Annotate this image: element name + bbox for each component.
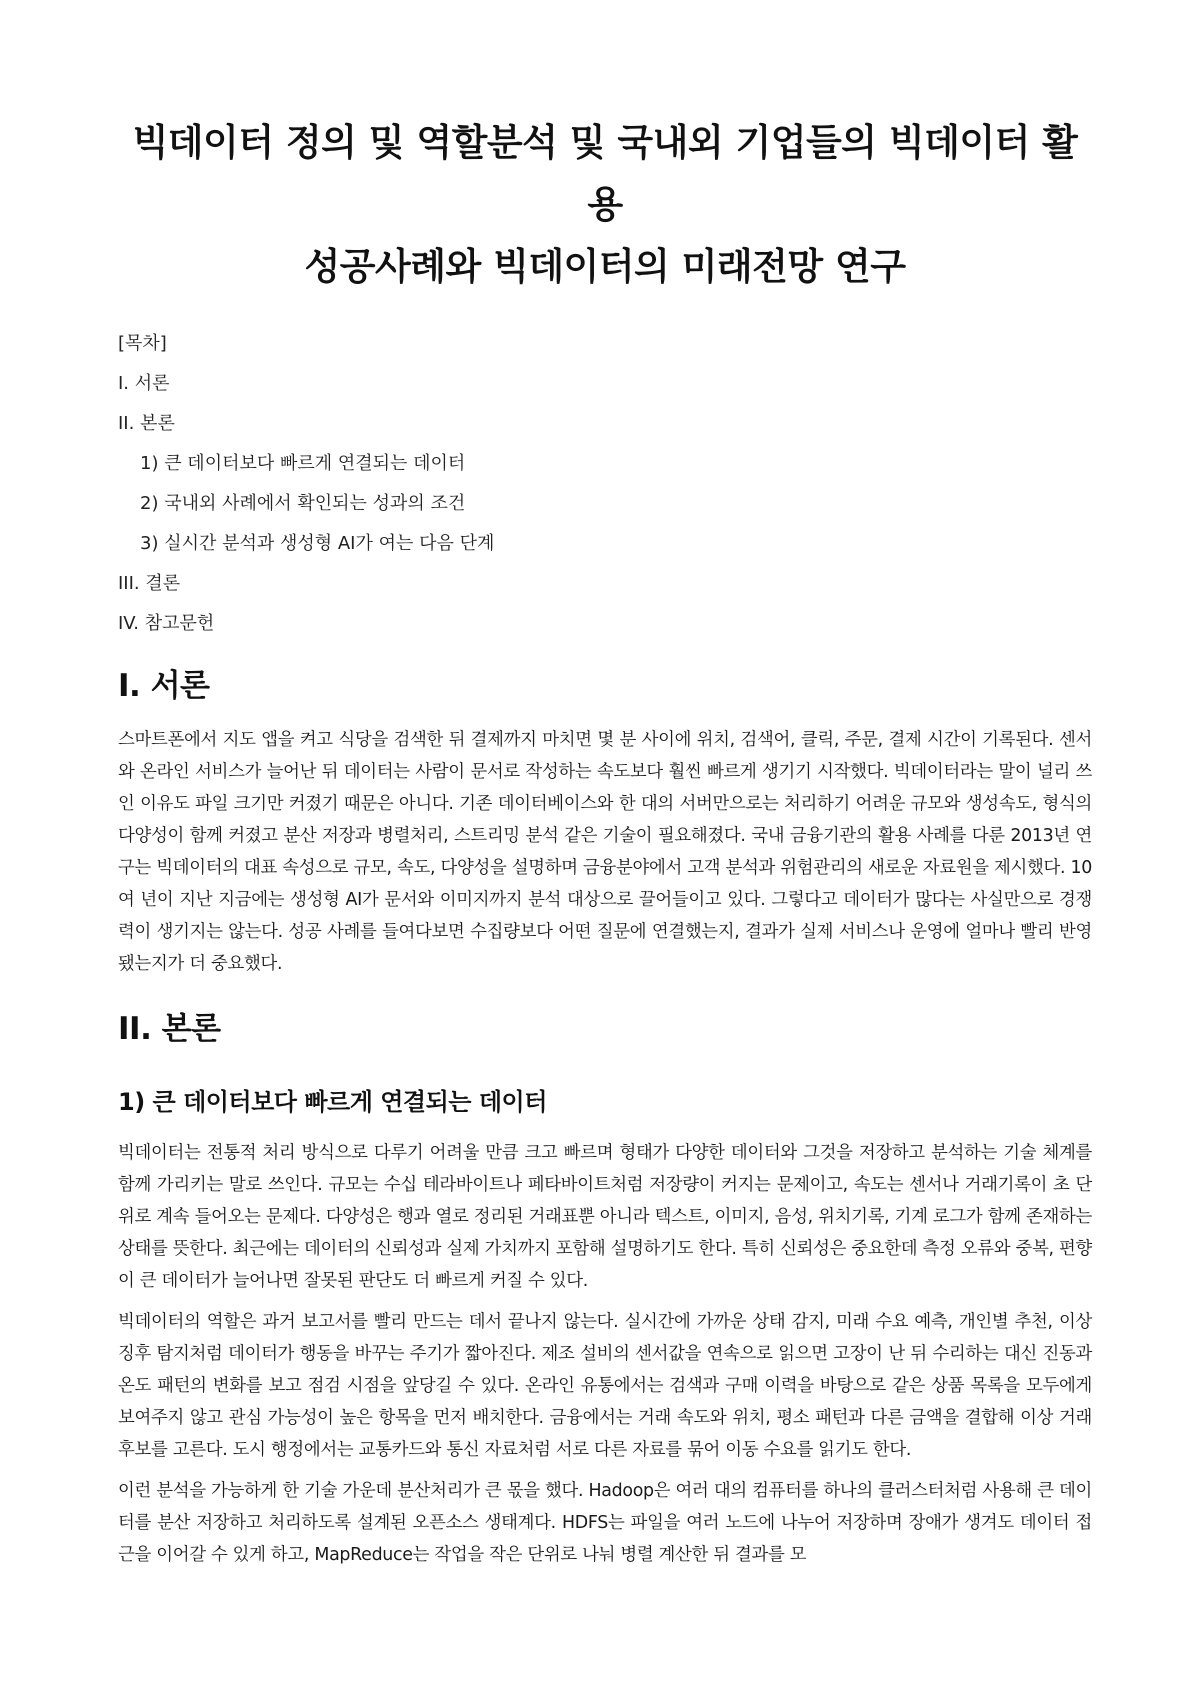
section-spacer: [118, 989, 1092, 1009]
toc-label: [목차]: [118, 333, 167, 354]
toc-item-subsection-2: 2) 국내외 사례에서 확인되는 성과의 조건: [140, 493, 466, 514]
toc-item-subsection-3: 3) 실시간 분석과 생성형 AI가 여는 다음 단계: [140, 533, 495, 554]
toc-item-main-body: II. 본론: [118, 413, 175, 434]
introduction-paragraph: 스마트폰에서 지도 앱을 켜고 식당을 검색한 뒤 결제까지 마치면 몇 분 사이에 위치, 검색어, 클릭, 주문, 결제 시간이 기록된다. 센서와 온라인 서비스가 늘어난 뒤 데이터는 사람이 문서로 작성하는 속도보다 훨씬 빠르게 생기기 시작했다. 빅데이터라는 말이 널리 쓰인 이유도 파일 크기만 커졌기 때문은 아니다. 기존 데이터베이스와 한 대의 서버만으로는 처리하기 어려운 규모와 생성속도, 형식의 다양성이 함께 커졌고 분산 저장과 병렬처리, 스트리밍 분석 같은 기술이 필요해졌다. 국내 금융기관의 활용 사례를 다룬 2013년 연구는 빅데이터의 대표 속성으로 규모, 속도, 다양성을 설명하며 금융분야에서 고객 분석과 위험관리의 새로운 자료원을 제시했다. 10여 년이 지난 지금에는 생성형 AI가 문서와 이미지까지 분석 대상으로 끌어들이고 있다. 그렇다고 데이터가 많다는 사실만으로 경쟁력이 생기지는 않는다. 성공 사례를 들여다보면 수집량보다 어떤 질문에 연결했는지, 결과가 실제 서비스나 운영에 얼마나 빨리 반영됐는지가 더 중요했다.: [118, 730, 1092, 974]
table-of-contents: [118, 332, 1092, 636]
subsection-1-paragraph-3: 이런 분석을 가능하게 한 기술 가운데 분산처리가 큰 몫을 했다. Hadoop은 여러 대의 컴퓨터를 하나의 클러스터처럼 사용해 큰 데이터를 분산 저장하고 처리하도록 설계된 오픈소스 생태계다. HDFS는 파일을 여러 노드에 나누어 저장하며 장애가 생겨도 데이터 접근을 이어갈 수 있게 하고, MapReduce는 작업을 작은 단위로 나눠 병렬 계산한 뒤 결과를 모: [118, 1481, 1092, 1565]
subsection-1-paragraph-1: 빅데이터는 전통적 처리 방식으로 다루기 어려울 만큼 크고 빠르며 형태가 다양한 데이터와 그것을 저장하고 분석하는 기술 체계를 함께 가리키는 말로 쓰인다. 규모는 수십 테라바이트나 페타바이트처럼 저장량이 커지는 문제이고, 속도는 센서나 거래기록이 초 단위로 계속 들어오는 문제다. 다양성은 행과 열로 정리된 거래표뿐 아니라 텍스트, 이미지, 음성, 위치기록, 기계 로그가 함께 존재하는 상태를 뜻한다. 최근에는 데이터의 신뢰성과 실제 가치까지 포함해 설명하기도 한다. 특히 신뢰성은 중요한데 측정 오류와 중복, 편향이 큰 데이터가 늘어나면 잘못된 판단도 더 빠르게 커질 수 있다.: [118, 1143, 1092, 1291]
section-heading-introduction: I. 서론: [118, 668, 210, 704]
subsection-spacer: [118, 1067, 1092, 1085]
document-title: [118, 112, 1092, 298]
document-title-line-1: 빅데이터 정의 및 역할분석 및 국내외 기업들의 빅데이터 활용: [132, 121, 1078, 226]
section-heading-main-body: II. 본론: [118, 1011, 221, 1047]
toc-item-introduction: I. 서론: [118, 373, 170, 394]
subsection-heading-1: 1) 큰 데이터보다 빠르게 연결되는 데이터: [118, 1088, 547, 1116]
toc-item-references: IV. 참고문헌: [118, 613, 215, 634]
toc-item-subsection-1: 1) 큰 데이터보다 빠르게 연결되는 데이터: [140, 453, 466, 474]
toc-item-conclusion: III. 결론: [118, 573, 181, 594]
document-title-line-2: 성공사례와 빅데이터의 미래전망 연구: [304, 245, 906, 288]
subsection-1-paragraph-2: 빅데이터의 역할은 과거 보고서를 빨리 만드는 데서 끝나지 않는다. 실시간에 가까운 상태 감지, 미래 수요 예측, 개인별 추천, 이상 징후 탐지처럼 데이터가 행동을 바꾸는 주기가 짧아진다. 제조 설비의 센서값을 연속으로 읽으면 고장이 난 뒤 수리하는 대신 진동과 온도 패턴의 변화를 보고 점검 시점을 앞당길 수 있다. 온라인 유통에서는 검색과 구매 이력을 바탕으로 같은 상품 목록을 모두에게 보여주지 않고 관심 가능성이 높은 항목을 먼저 배치한다. 금융에서는 거래 속도와 위치, 평소 패턴과 다른 금액을 결합해 이상 거래 후보를 고른다. 도시 행정에서는 교통카드와 통신 자료처럼 서로 다른 자료를 묶어 이동 수요를 읽기도 한다.: [118, 1312, 1093, 1460]
